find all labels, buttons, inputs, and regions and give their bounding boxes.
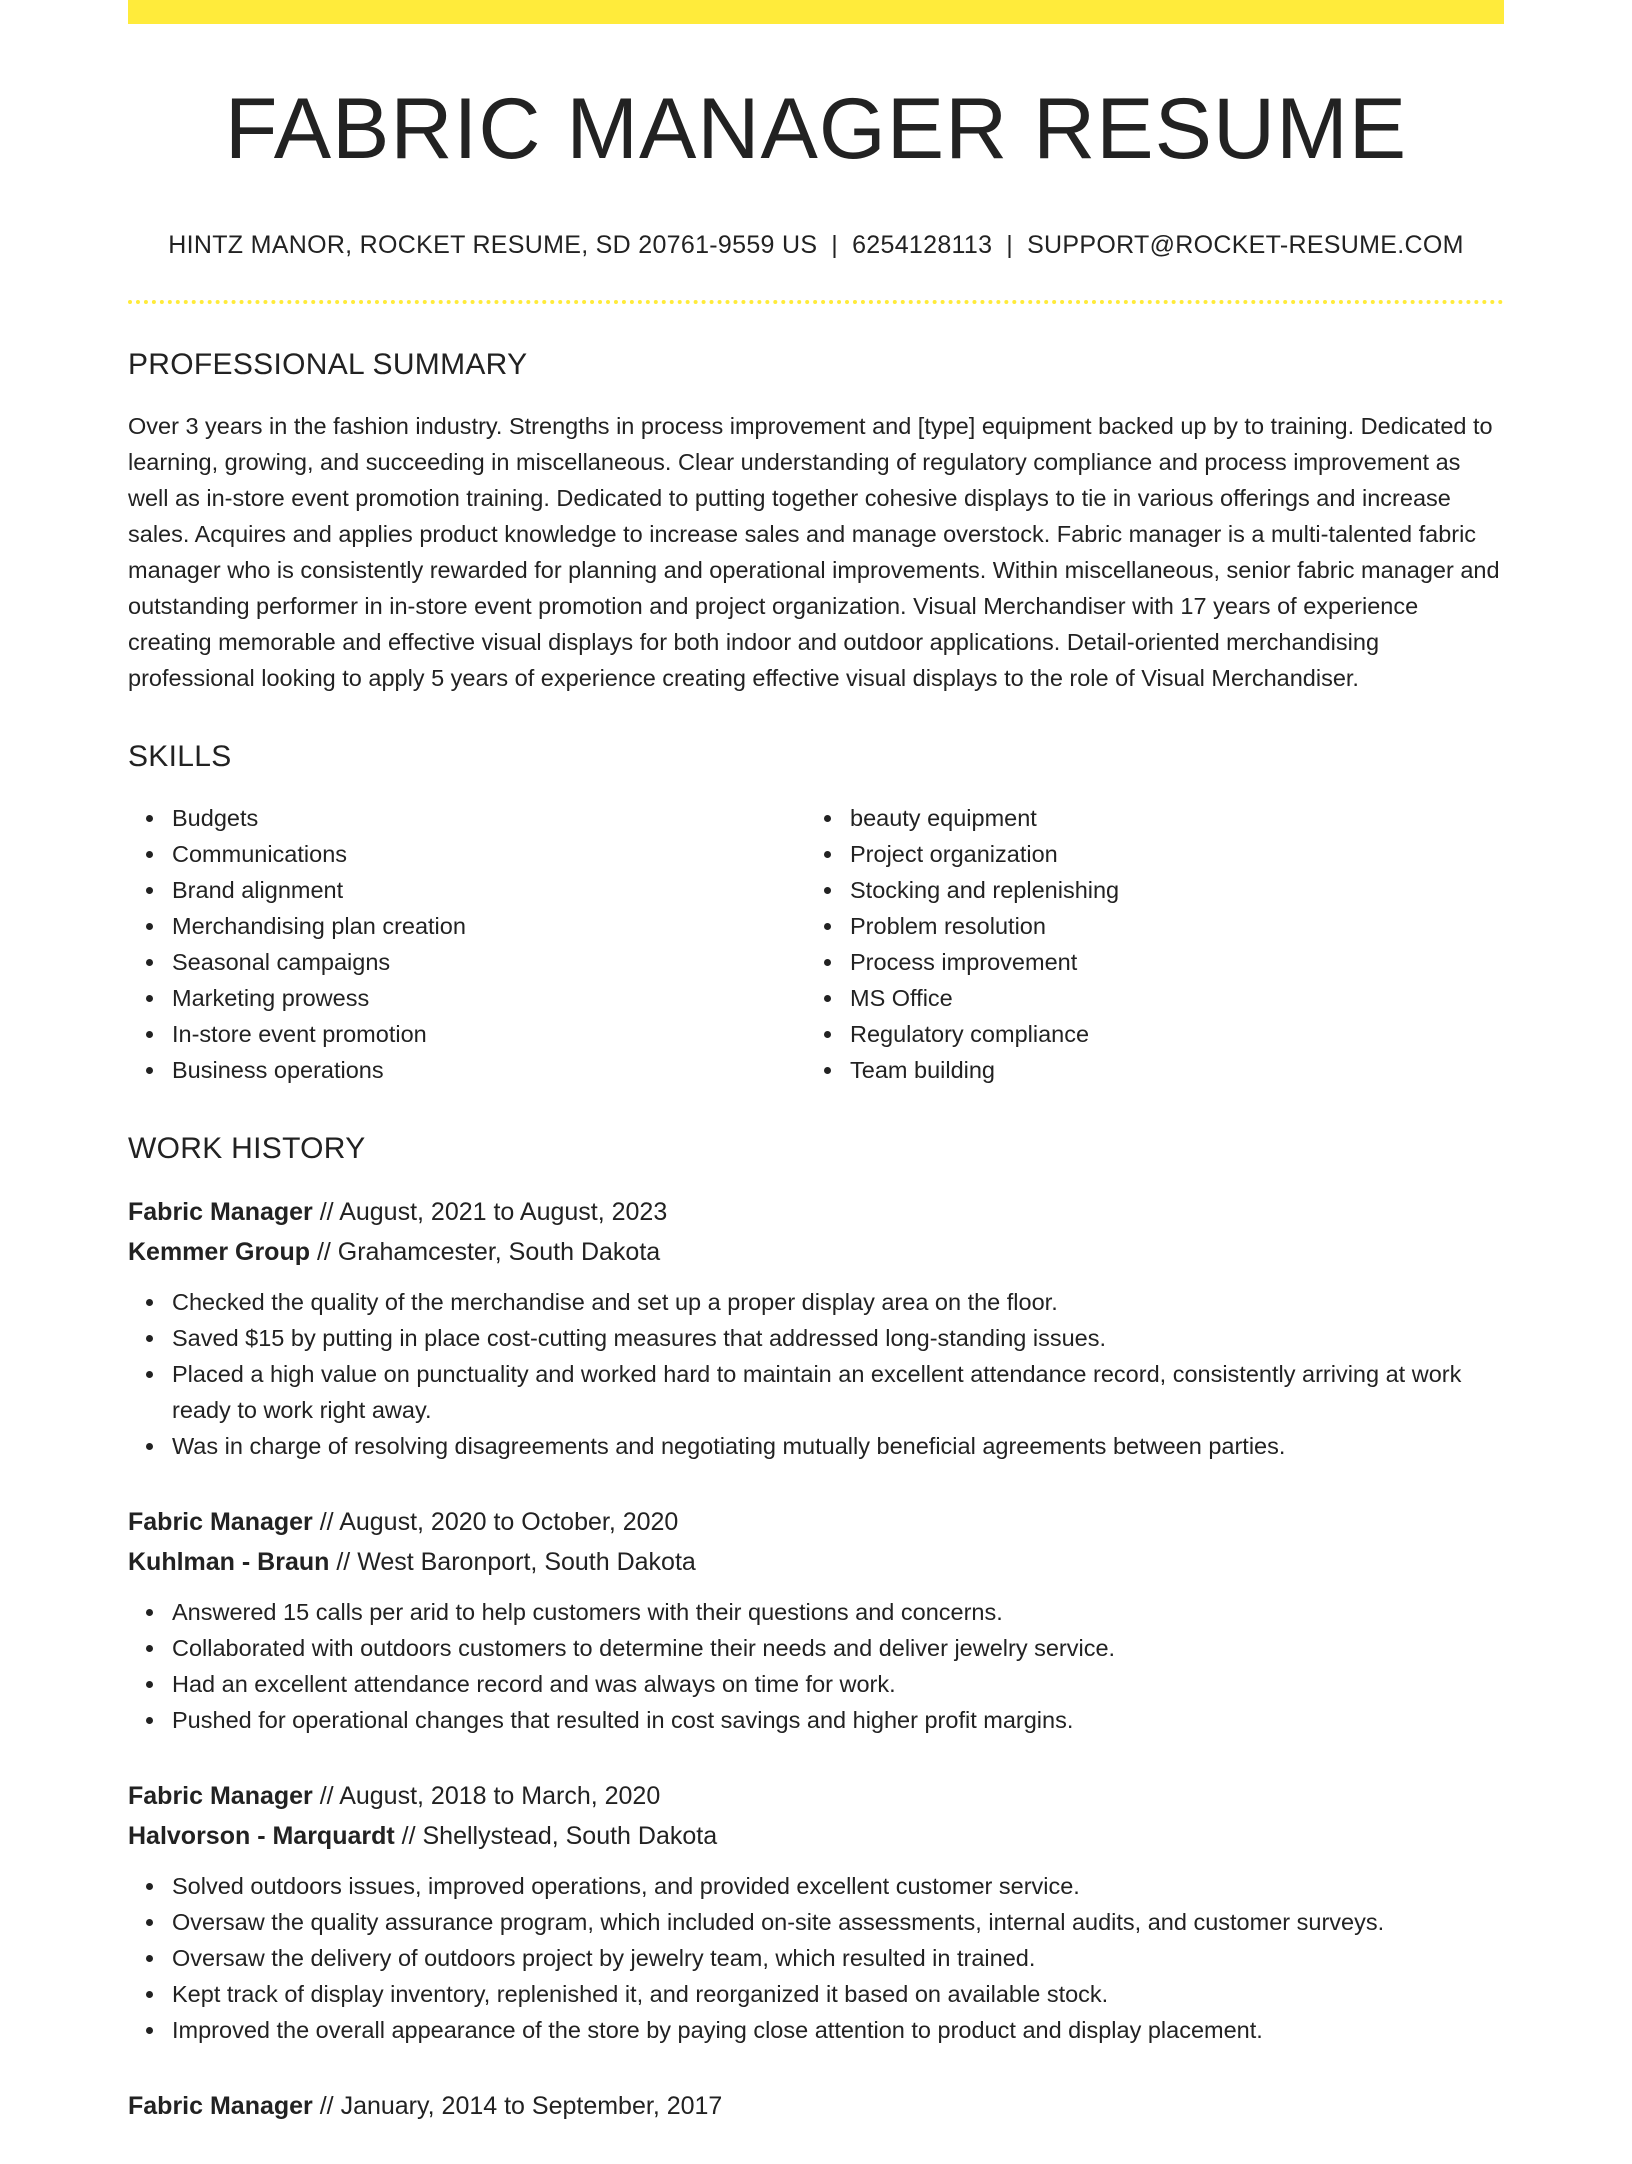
skill-item: Process improvement (806, 944, 1484, 980)
duty-item: Was in charge of resolving disagreements and negotiating mutually beneficial agreements between parties. (128, 1428, 1504, 1464)
job-entry (128, 2086, 1504, 2126)
skills-list (128, 800, 1504, 1088)
skill-item: Business operations (128, 1052, 806, 1088)
job-dates: // August, 2021 to August, 2023 (319, 1197, 668, 1226)
skills-heading: SKILLS (128, 739, 232, 773)
skills-column-right (806, 800, 1484, 1088)
job-company: Kemmer Group (128, 1237, 310, 1266)
skill-item: Stocking and replenishing (806, 872, 1484, 908)
skills-column-left (128, 800, 806, 1088)
top-accent-bar (128, 0, 1504, 24)
job-company-line (128, 1816, 1504, 1856)
job-title-line (128, 2086, 1504, 2126)
duty-item: Had an excellent attendance record and was always on time for work. (128, 1666, 1504, 1702)
resume-title: FABRIC MANAGER RESUME (224, 81, 1408, 177)
job-location: // Grahamcester, South Dakota (316, 1237, 661, 1266)
job-dates: // August, 2020 to October, 2020 (319, 1507, 679, 1536)
job-title-line (128, 1502, 1504, 1542)
job-title-line (128, 1192, 1504, 1232)
duty-item: Answered 15 calls per arid to help customers with their questions and concerns. (128, 1594, 1504, 1630)
resume-page (128, 0, 1504, 2164)
duty-item: Kept track of display inventory, replenished it, and reorganized it based on available stock. (128, 1976, 1504, 2012)
skill-item: Problem resolution (806, 908, 1484, 944)
job-duties (128, 1594, 1504, 1738)
job-duties (128, 1868, 1504, 2048)
skill-item: Merchandising plan creation (128, 908, 806, 944)
summary-text: Over 3 years in the fashion industry. Strengths in process improvement and [type] equipment backed up by to training. Dedicated to learning, growing, and succeeding in miscellaneous. Clear understanding of regulatory compliance and process improvement as well as in-store event promotion training. Dedicated to putting together cohesive displays to tie in various offerings and increase sales. Acquires and applies product knowledge to increase sales and manage overstock. Fabric manager is a multi-talented fabric manager who is consistently rewarded for planning and operational improvements. Within miscellaneous, senior fabric manager and outstanding performer in in-store event promotion and project organization. Visual Merchandiser with 17 years of experience creating memorable and effective visual displays for both indoor and outdoor applications. Detail-oriented merchandising professional looking to apply 5 years of experience creating effective visual displays to the role of Visual Merchandiser. (128, 412, 1500, 691)
contact-separator: | (1006, 230, 1014, 259)
summary-heading: PROFESSIONAL SUMMARY (128, 347, 528, 381)
skill-item: Seasonal campaigns (128, 944, 806, 980)
duty-item: Oversaw the delivery of outdoors project by jewelry team, which resulted in trained. (128, 1940, 1504, 1976)
skill-item: Team building (806, 1052, 1484, 1088)
job-entry (128, 1776, 1504, 2048)
duty-item: Pushed for operational changes that resulted in cost savings and higher profit margins. (128, 1702, 1504, 1738)
job-title: Fabric Manager (128, 1507, 313, 1536)
skill-item: MS Office (806, 980, 1484, 1016)
job-title: Fabric Manager (128, 1197, 313, 1226)
duty-item: Collaborated with outdoors customers to determine their needs and deliver jewelry service. (128, 1630, 1504, 1666)
skill-item: Project organization (806, 836, 1484, 872)
job-dates: // August, 2018 to March, 2020 (319, 1781, 661, 1810)
contact-email[interactable]: SUPPORT@ROCKET-RESUME.COM (1027, 230, 1464, 259)
job-entry (128, 1192, 1504, 1464)
dotted-divider (128, 300, 1504, 304)
duty-item: Oversaw the quality assurance program, which included on-site assessments, internal audits, and customer surveys. (128, 1904, 1504, 1940)
job-title: Fabric Manager (128, 1781, 313, 1810)
job-company: Kuhlman - Braun (128, 1547, 330, 1576)
contact-line (128, 231, 1504, 260)
job-company-line (128, 1542, 1504, 1582)
skill-item: Brand alignment (128, 872, 806, 908)
contact-address: HINTZ MANOR, ROCKET RESUME, SD 20761-9559 US (168, 230, 818, 259)
job-company-line (128, 1232, 1504, 1272)
duty-item: Placed a high value on punctuality and worked hard to maintain an excellent attendance record, consistently arriving at work ready to work right away. (128, 1356, 1504, 1428)
skill-item: Communications (128, 836, 806, 872)
job-location: // Shellystead, South Dakota (401, 1821, 718, 1850)
skill-item: beauty equipment (806, 800, 1484, 836)
skill-item: In-store event promotion (128, 1016, 806, 1052)
job-entry (128, 1502, 1504, 1738)
contact-phone: 6254128113 (852, 230, 993, 259)
job-duties (128, 1284, 1504, 1464)
duty-item: Solved outdoors issues, improved operations, and provided excellent customer service. (128, 1868, 1504, 1904)
job-title-line (128, 1776, 1504, 1816)
duty-item: Improved the overall appearance of the store by paying close attention to product and display placement. (128, 2012, 1504, 2048)
skill-item: Marketing prowess (128, 980, 806, 1016)
job-title: Fabric Manager (128, 2091, 313, 2120)
duty-item: Saved $15 by putting in place cost-cutting measures that addressed long-standing issues. (128, 1320, 1504, 1356)
skill-item: Budgets (128, 800, 806, 836)
duty-item: Checked the quality of the merchandise and set up a proper display area on the floor. (128, 1284, 1504, 1320)
work-history-heading: WORK HISTORY (128, 1131, 366, 1165)
job-dates: // January, 2014 to September, 2017 (319, 2091, 723, 2120)
job-company: Halvorson - Marquardt (128, 1821, 395, 1850)
skill-item: Regulatory compliance (806, 1016, 1484, 1052)
job-location: // West Baronport, South Dakota (336, 1547, 696, 1576)
contact-separator: | (831, 230, 839, 259)
